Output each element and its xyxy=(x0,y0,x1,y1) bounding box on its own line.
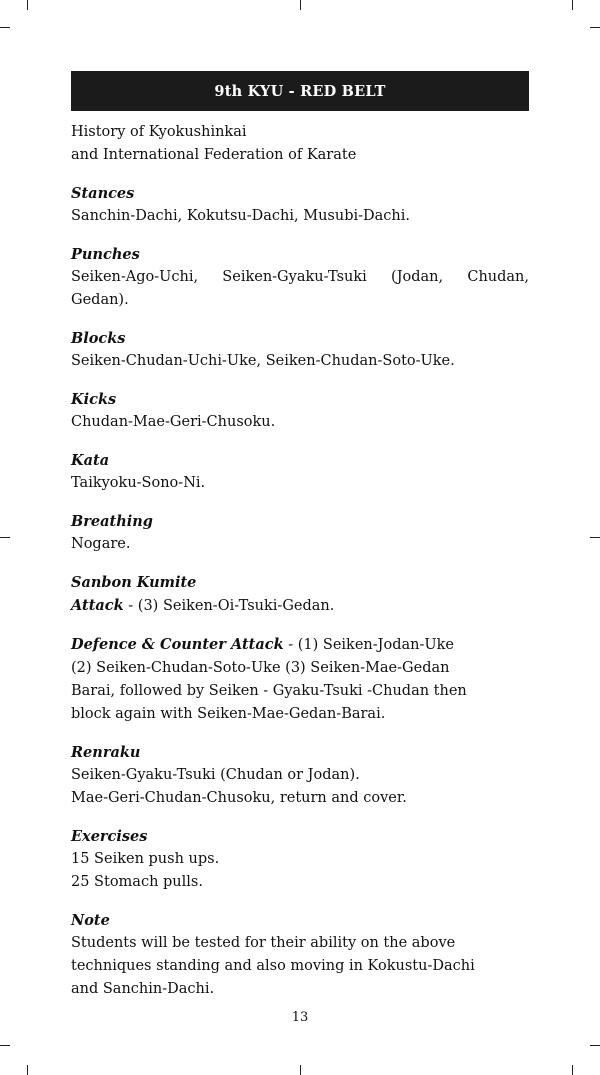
section-text: Taikyoku-Sono-Ni. xyxy=(71,475,206,491)
attack-text: - (3) Seiken-Oi-Tsuki-Gedan. xyxy=(123,598,335,614)
intro-line: History of Kyokushinkai xyxy=(71,124,247,140)
crop-mark xyxy=(572,1065,573,1075)
section-heading: Kata xyxy=(71,452,110,469)
page-title-banner xyxy=(71,71,529,111)
section-heading: Note xyxy=(71,912,110,929)
attack-label: Attack xyxy=(71,597,124,614)
section-text: Chudan-Mae-Geri-Chusoku. xyxy=(71,414,276,430)
crop-mark xyxy=(0,537,10,538)
section-text: Mae-Geri-Chudan-Chusoku, return and cover. xyxy=(71,790,407,806)
section-heading: Kicks xyxy=(71,391,117,408)
grading-syllabus xyxy=(71,121,529,1001)
section-text: Students will be tested for their ability on the above xyxy=(71,935,456,951)
renraku-section xyxy=(71,741,529,810)
breathing-section xyxy=(71,510,529,556)
crop-mark xyxy=(590,537,600,538)
page-number: 13 xyxy=(291,1010,309,1025)
crop-mark xyxy=(0,27,10,28)
defence-line xyxy=(71,633,529,657)
section-text: Seiken-Chudan-Uchi-Uke, Seiken-Chudan-Soto-Uke. xyxy=(71,353,455,369)
defence-text: - (1) Seiken-Jodan-Uke xyxy=(283,637,454,653)
crop-mark xyxy=(590,1045,600,1046)
crop-mark xyxy=(590,27,600,28)
section-heading: Sanbon Kumite xyxy=(71,574,197,591)
section-heading: Stances xyxy=(71,185,135,202)
intro-line: and International Federation of Karate xyxy=(71,147,357,163)
blocks-section xyxy=(71,327,529,373)
kicks-section xyxy=(71,388,529,434)
section-text: Seiken-Ago-Uchi, Seiken-Gyaku-Tsuki (Jodan, Chudan, Gedan). xyxy=(71,269,529,308)
section-text: 25 Stomach pulls. xyxy=(71,874,203,890)
note-section xyxy=(71,909,529,1001)
section-text: Nogare. xyxy=(71,536,131,552)
crop-mark xyxy=(300,1065,301,1075)
crop-mark xyxy=(300,0,301,10)
crop-mark xyxy=(27,0,28,10)
section-text: 15 Seiken push ups. xyxy=(71,851,220,867)
stances-section xyxy=(71,182,529,228)
section-heading: Renraku xyxy=(71,744,141,761)
intro-section xyxy=(71,121,529,167)
kata-section xyxy=(71,449,529,495)
exercises-section xyxy=(71,825,529,894)
crop-mark xyxy=(27,1065,28,1075)
crop-mark xyxy=(0,1045,10,1046)
crop-mark xyxy=(572,0,573,10)
punches-section xyxy=(71,243,529,312)
section-heading: Punches xyxy=(71,246,140,263)
section-text: Sanchin-Dachi, Kokutsu-Dachi, Musubi-Dachi. xyxy=(71,208,410,224)
page-title: 9th KYU - RED BELT xyxy=(214,82,386,100)
section-text: and Sanchin-Dachi. xyxy=(71,981,215,997)
attack-line xyxy=(71,594,529,618)
section-heading: Blocks xyxy=(71,330,126,347)
section-heading: Breathing xyxy=(71,513,153,530)
defence-section xyxy=(71,633,529,726)
defence-line: Barai, followed by Seiken - Gyaku-Tsuki -Chudan then xyxy=(71,683,467,699)
section-text: Seiken-Gyaku-Tsuki (Chudan or Jodan). xyxy=(71,767,360,783)
defence-line: (2) Seiken-Chudan-Soto-Uke (3) Seiken-Mae-Gedan xyxy=(71,660,450,676)
defence-label: Defence & Counter Attack xyxy=(71,636,284,653)
section-heading: Exercises xyxy=(71,828,148,845)
sanbon-kumite-section xyxy=(71,571,529,618)
section-text: techniques standing and also moving in Kokustu-Dachi xyxy=(71,958,475,974)
defence-line: block again with Seiken-Mae-Gedan-Barai. xyxy=(71,706,386,722)
